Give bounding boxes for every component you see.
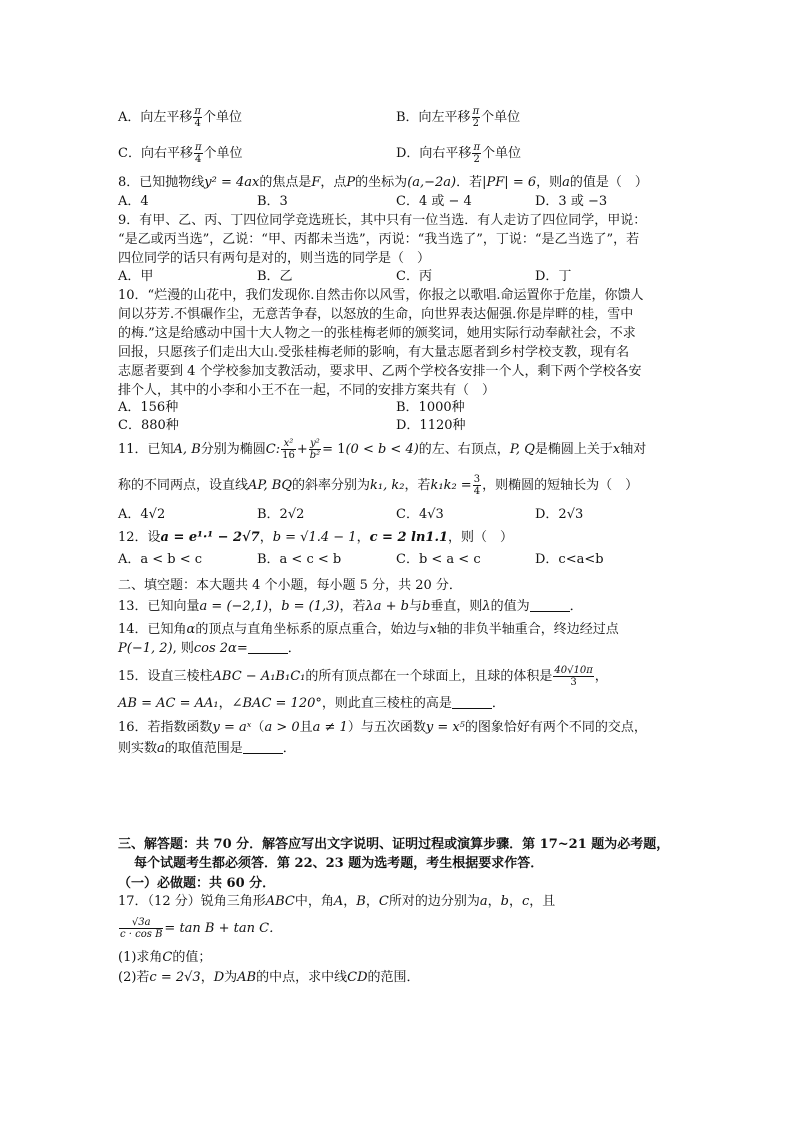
- text: = 1: [322, 442, 346, 457]
- text: 14．已知角: [118, 622, 187, 637]
- frac-num: 40√10π: [554, 665, 593, 676]
- q11-option-d: D．2√3: [535, 507, 584, 522]
- frac-num: π: [472, 106, 480, 117]
- text: 的顶点与直角坐标系的原点重合，始边与: [195, 622, 430, 637]
- math: a = (−2,1): [199, 599, 269, 614]
- q12-option-b: B．a < c < b: [257, 552, 342, 567]
- fraction: [553, 665, 593, 688]
- math: |PF| = 6: [482, 175, 537, 190]
- fraction: [193, 106, 202, 129]
- q10-option-c: C．880种: [118, 418, 179, 433]
- frac-num: π: [194, 142, 202, 153]
- section-3-note: 每个试题考生都必须答．第 22、23 题为选考题，考生根据要求作答．: [134, 856, 544, 871]
- fraction: [309, 438, 321, 461]
- q8-option-b: B．3: [257, 194, 288, 209]
- math: C:: [265, 442, 281, 457]
- math: y = aˣ: [212, 720, 252, 735]
- text: ，: [487, 894, 501, 909]
- unit-text: 个单位: [482, 146, 522, 161]
- q7-option-b: [396, 106, 520, 129]
- math: A: [333, 894, 344, 909]
- q12-option-a: A．a < b < c: [118, 552, 203, 567]
- text: ．: [491, 696, 505, 711]
- fraction: [119, 917, 163, 940]
- text: ，: [594, 669, 608, 684]
- frac-den: 16: [282, 450, 295, 461]
- q7-option-a: [118, 106, 242, 129]
- q16-line2: [118, 740, 296, 758]
- frac-num: π: [473, 142, 481, 153]
- math: λa + b: [365, 599, 409, 614]
- q7-option-d-label: D．向右平移: [396, 146, 472, 161]
- math: λ: [482, 599, 491, 614]
- math: ABC: [265, 894, 295, 909]
- text: 的坐标为: [355, 175, 408, 190]
- math: a = e¹·¹ − 2√7: [160, 530, 260, 545]
- answer-blank[interactable]: [530, 599, 570, 612]
- q7-option-c-label: C．向右平移: [118, 146, 193, 161]
- q10-line2: 间以芬芳.不惧碾作尘，无意苦争春，以怒放的生命，向世界表达倔强.你是岸畔的桂，雪中: [118, 307, 634, 322]
- math: α: [186, 622, 196, 637]
- answer-blank[interactable]: [452, 696, 492, 709]
- text: ．若: [456, 175, 483, 190]
- math: k₁k₂ =: [430, 478, 472, 493]
- text: 的值是（ ）: [569, 175, 648, 190]
- q11-option-c: C．4√3: [396, 507, 444, 522]
- math: y² = 4ax: [204, 175, 260, 190]
- math: x: [429, 622, 437, 637]
- q10-line6: 排个人，其中的小李和小王不在一起，不同的安排方案共有（ ）: [118, 383, 496, 398]
- text: 是椭圆上关于: [534, 442, 613, 457]
- q7-option-a-label: A．向左平移: [118, 110, 193, 125]
- section-2-heading: 二、填空题：本大题共 4 个小题，每小题 5 分，共 20 分．: [118, 578, 462, 593]
- math: a ≠ 1: [312, 720, 348, 735]
- q13-stem: [118, 598, 583, 616]
- math: b: [421, 599, 431, 614]
- q7-option-b-label: B．向左平移: [396, 110, 471, 125]
- q9-line2: “是乙或丙当选”，乙说：“甲、丙都未当选”，丙说：“我当选了”，丁说：“是乙当选了”，若: [118, 232, 640, 247]
- text: 且: [299, 720, 313, 735]
- math: b = √1.4 − 1: [272, 530, 357, 545]
- math: y = x⁵: [425, 720, 465, 735]
- frac-den: 4: [194, 118, 201, 129]
- math: B: [356, 894, 366, 909]
- section-3-heading: 三、解答题：共 70 分．解答应写出文字说明、证明过程或演算步骤．第 17~21 题为必考题，: [118, 837, 670, 852]
- frac-num: √3a: [119, 917, 163, 929]
- text: 分别为椭圆: [200, 442, 266, 457]
- text: (2)若: [118, 970, 150, 985]
- text: ．: [282, 741, 296, 756]
- math: c = 2√3: [149, 970, 201, 985]
- fraction: [473, 474, 481, 497]
- answer-blank[interactable]: [248, 641, 288, 654]
- frac-num: π: [194, 106, 201, 117]
- text: 的斜率分别为: [292, 478, 371, 493]
- math: P, Q: [509, 442, 535, 457]
- frac-num: y²: [310, 438, 320, 449]
- q17-part1: [118, 949, 211, 967]
- text: ，则椭圆的短轴长为（ ）: [482, 478, 639, 493]
- math: k₁, k₂: [370, 478, 405, 493]
- text: ，: [268, 599, 282, 614]
- q8-option-d: D．3 或 −3: [535, 194, 608, 209]
- text: 16．若指数函数: [118, 720, 213, 735]
- q10-line3: 的梅.”这是给感动中国十大人物之一的张桂梅老师的颁奖词，她用实际行动奉献社会，不求: [118, 326, 636, 341]
- text: ，点: [320, 175, 347, 190]
- text: ，: [343, 894, 357, 909]
- q12-stem: [118, 529, 513, 547]
- math: a: [479, 894, 488, 909]
- q17-equation: [118, 914, 282, 944]
- fraction: [472, 106, 481, 129]
- q11-line2: [118, 474, 638, 498]
- math: AB: [237, 970, 257, 985]
- text: , 则: [172, 641, 194, 656]
- q10-line4: 回报，只愿孩子们走出大山.受张桂梅老师的影响，有大量志愿者到乡村学校支教，现有名: [118, 345, 630, 360]
- q10-line1: 10．“烂漫的山花中，我们发现你.自然击你以风雪，你报之以歌唱.命运置你于危崖，你馈人: [118, 288, 644, 303]
- unit-text: 个单位: [481, 110, 521, 125]
- text: 为: [224, 970, 238, 985]
- frac-den: 2: [472, 118, 480, 129]
- text: 的图象恰好有两个不同的交点，: [464, 720, 647, 735]
- text: 轴的非负半轴重合，终边经过点: [436, 622, 619, 637]
- math: P: [346, 175, 356, 190]
- unit-text: 个单位: [202, 110, 242, 125]
- text: ，: [356, 530, 370, 545]
- q8-option-c: C．4 或 − 4: [396, 194, 472, 209]
- math: A, B: [173, 442, 201, 457]
- text: 中，角: [294, 894, 334, 909]
- frac-den: 4: [195, 154, 202, 165]
- text: 的值；: [172, 950, 212, 965]
- math: x: [612, 442, 621, 457]
- q11-option-b: B．2√2: [257, 507, 305, 522]
- q9-option-d: D．丁: [535, 269, 572, 284]
- text: 的范围．: [367, 970, 420, 985]
- q9-option-b: B．乙: [257, 269, 293, 284]
- fraction: [194, 142, 203, 165]
- math: C: [162, 950, 173, 965]
- text: （: [251, 720, 265, 735]
- text: (1)求角: [118, 950, 163, 965]
- text: 的中点，求中线: [256, 970, 348, 985]
- frac-num: 3: [473, 474, 481, 485]
- text: ，则（ ）: [448, 530, 514, 545]
- q9-line3: 四位同学的话只有两句是对的，则当选的同学是（ ）: [118, 251, 431, 266]
- q9-option-c: C．丙: [396, 269, 432, 284]
- q8-option-a: A．4: [118, 194, 149, 209]
- text: 的焦点是: [259, 175, 312, 190]
- q8-stem: [118, 174, 648, 192]
- text: ，: [259, 530, 273, 545]
- math: (0 < b < 4): [345, 442, 419, 457]
- math: a: [562, 175, 570, 190]
- q7-option-d: [396, 142, 521, 165]
- text: 轴对: [620, 442, 647, 457]
- q10-line5: 志愿者要到 4 个学校参加支教活动，要求甲、乙两个学校各安排一个人，剩下两个学校各安: [118, 364, 642, 379]
- q9-line1: 9．有甲、乙、丙、丁四位同学竞选班长，其中只有一位当选．有人走访了四位同学，甲说：: [118, 213, 647, 228]
- frac-den: 3: [570, 677, 577, 688]
- frac-den: c · cos B: [120, 929, 163, 940]
- math: b = (1,3): [281, 599, 340, 614]
- q7-option-c: [118, 142, 243, 165]
- text: =: [236, 641, 248, 656]
- math: b: [500, 894, 509, 909]
- text: ，: [200, 970, 214, 985]
- unit-text: 个单位: [203, 146, 243, 161]
- q11-line1: 11．已知A, B分别为椭圆C: $\frac{\text{x²}}{16}$ + $\frac{\text{y²}}{\text{b²}}$ = 1(0 < b < 4)的左、右顶点，P, Q是椭圆上关于x轴对: [118, 438, 647, 461]
- text: 17．（12 分）锐角三角形: [118, 894, 266, 909]
- text: ，则: [536, 175, 563, 190]
- text: ．: [287, 641, 301, 656]
- text: ，: [508, 894, 522, 909]
- q15-line2: [118, 695, 505, 713]
- math: CD: [347, 970, 368, 985]
- q12-option-c: C．b < a < c: [396, 552, 481, 567]
- math: ABC − A₁B₁C₁: [212, 669, 306, 684]
- text: 的左、右顶点，: [418, 442, 510, 457]
- text: ，若: [404, 478, 431, 493]
- q17-line1: [118, 893, 555, 911]
- q15-line1: [118, 664, 608, 690]
- fraction: [281, 438, 296, 461]
- q9-option-a: A．甲: [118, 269, 154, 284]
- math: = tan B + tan C．: [164, 921, 283, 936]
- math: D: [213, 970, 225, 985]
- text: ，则此直三棱柱的高是: [321, 696, 452, 711]
- frac-den: b²: [309, 450, 321, 461]
- math: (a,−2a): [407, 175, 457, 190]
- text: 垂直，则: [430, 599, 483, 614]
- q12-option-d: D．c<a<b: [535, 552, 604, 567]
- math: a: [157, 741, 165, 756]
- math: c: [521, 894, 530, 909]
- math: P(−1, 2): [118, 641, 173, 656]
- q11-option-a: A．4√2: [118, 507, 166, 522]
- text: 12．设: [118, 530, 161, 545]
- math: AB = AC = AA₁: [118, 696, 219, 711]
- answer-blank[interactable]: [243, 741, 283, 754]
- text: 11．已知: [118, 442, 174, 457]
- text: ，若: [339, 599, 366, 614]
- frac-num: x²: [281, 438, 296, 450]
- fraction: [472, 142, 481, 165]
- math: C: [378, 894, 389, 909]
- math: a > 0: [264, 720, 300, 735]
- text: ，: [365, 894, 379, 909]
- math: AP, BQ: [248, 478, 292, 493]
- frac-den: 2: [473, 154, 480, 165]
- math: ∠BAC = 120°: [231, 696, 322, 711]
- text: 称的不同两点，设直线: [118, 478, 249, 493]
- text: 与: [408, 599, 422, 614]
- text: 15．设直三棱柱: [118, 669, 213, 684]
- text: 8．已知抛物线: [118, 175, 205, 190]
- text: ）与五次函数: [347, 720, 426, 735]
- q10-option-b: B．1000种: [396, 400, 465, 415]
- text: 则实数: [118, 741, 158, 756]
- section-3-subheading: （一）必做题：共 60 分．: [118, 876, 276, 891]
- text: 13．已知向量: [118, 599, 200, 614]
- q10-option-d: D．1120种: [396, 418, 466, 433]
- text: 所对的边分别为: [388, 894, 480, 909]
- q16-line1: [118, 719, 647, 737]
- text: 的所有顶点都在一个球面上，且球的体积是: [305, 669, 553, 684]
- text: ，且: [529, 894, 556, 909]
- q17-part2: [118, 969, 420, 987]
- text: 的值为: [490, 599, 530, 614]
- text: ，: [218, 696, 232, 711]
- math: cos 2α: [193, 641, 237, 656]
- q10-option-a: A．156种: [118, 400, 179, 415]
- q14-line1: [118, 621, 619, 639]
- math: F: [311, 175, 321, 190]
- math: c = 2 ln1.1: [369, 530, 449, 545]
- q14-line2: [118, 640, 301, 658]
- text: 的取值范围是: [164, 741, 243, 756]
- frac-den: 4: [473, 486, 481, 497]
- text: ．: [569, 599, 583, 614]
